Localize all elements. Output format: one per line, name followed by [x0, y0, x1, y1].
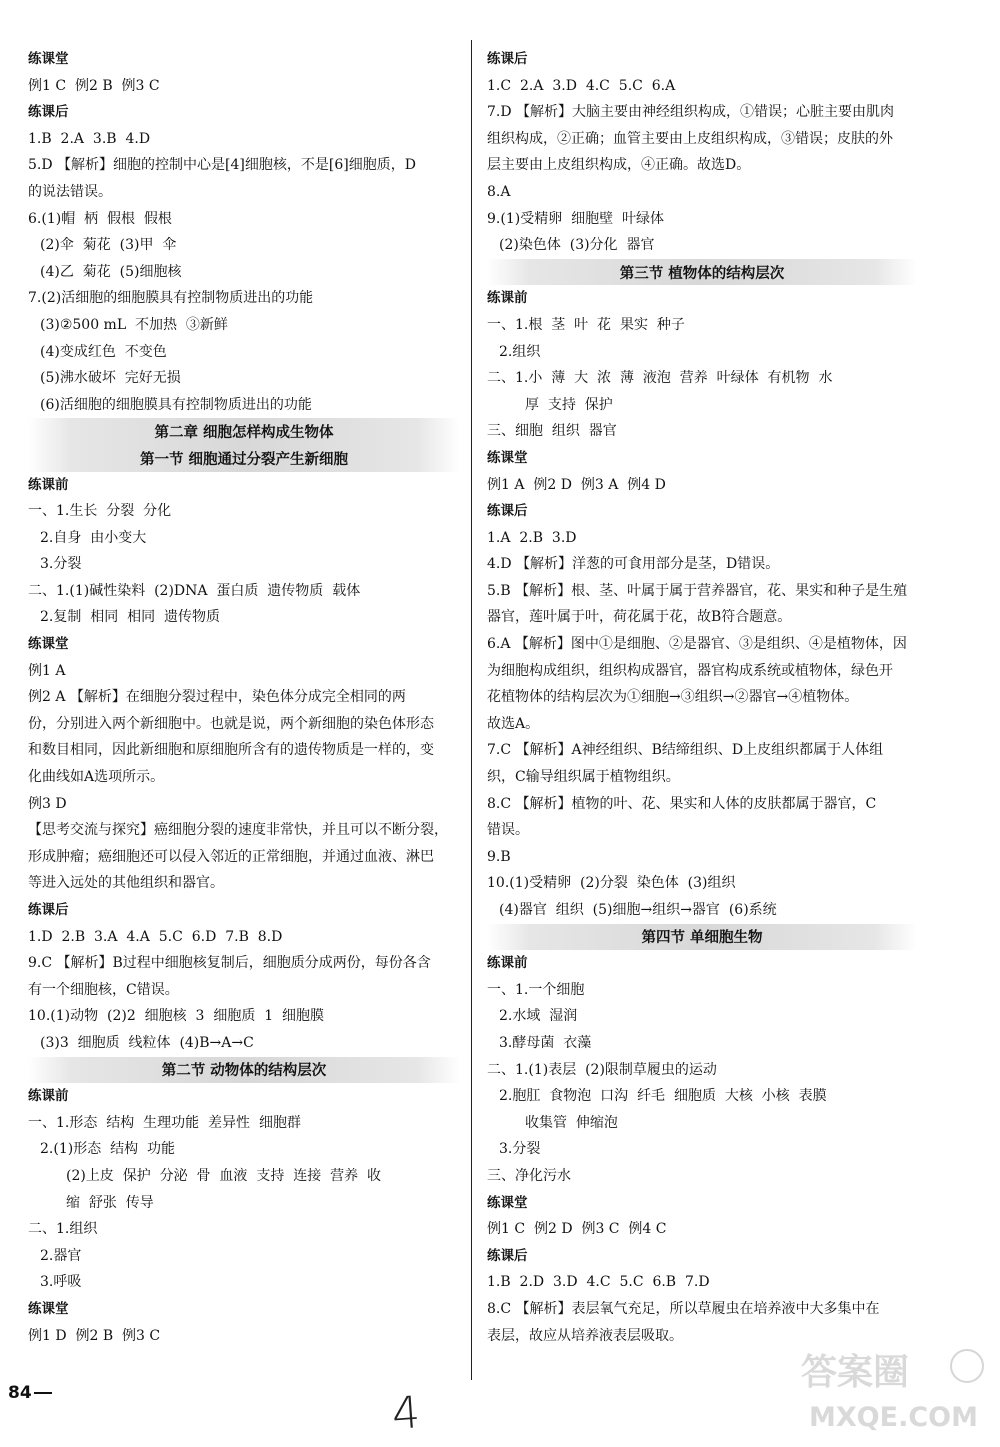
answer-line: 10.(1)受精卵 (2)分裂 染色体 (3)组织	[487, 875, 736, 892]
answer-line: (4)变成红色 不变色	[40, 343, 167, 360]
answer-line: (2)染色体 (3)分化 器官	[499, 237, 655, 254]
answer-line: 等进入远处的其他组织和器官。	[28, 875, 224, 892]
answer-line: 2.水域 湿润	[499, 1008, 578, 1025]
column-divider	[471, 40, 472, 1380]
answer-line: 2.器官	[40, 1247, 82, 1264]
answer-line: 例1 C 例2 B 例3 C	[28, 77, 160, 94]
answer-line: 一、1.形态 结构 生理功能 差异性 细胞群	[28, 1114, 301, 1131]
answer-line: 1.C 2.A 3.D 4.C 5.C 6.A	[487, 77, 676, 94]
answer-line: 7.D 【解析】大脑主要由神经组织构成，①错误；心脏主要由肌肉	[487, 104, 895, 121]
answer-line: 9.C 【解析】B过程中细胞核复制后，细胞质分成两份，每份各含	[28, 955, 431, 972]
section-label: 练课堂	[487, 449, 528, 466]
answer-line: 例1 A 例2 D 例3 A 例4 D	[487, 476, 666, 493]
handwritten-mark: 4	[390, 1387, 422, 1440]
answer-line: 一、1.根 茎 叶 花 果实 种子	[487, 316, 685, 333]
section-banner: 第二章 细胞怎样构成生物体	[28, 418, 460, 445]
answer-line: 二、1.组织	[28, 1221, 98, 1238]
answer-line: 3.呼吸	[40, 1274, 82, 1291]
answer-line: 3.分裂	[40, 556, 82, 573]
answer-line: 组织构成，②正确；血管主要由上皮组织构成，③错误；皮肤的外	[487, 130, 893, 147]
answer-line: 2.(1)形态 结构 功能	[40, 1141, 175, 1158]
answer-line: 层主要由上皮组织构成，④正确。故选D。	[487, 157, 751, 174]
section-label: 练课堂	[28, 1300, 69, 1317]
answer-line: 【思考交流与探究】癌细胞分裂的速度非常快，并且可以不断分裂，	[28, 822, 448, 839]
answer-line: 为细胞构成组织，组织构成器官，器官构成系统或植物体，绿色开	[487, 662, 893, 679]
answer-line: 例1 A	[28, 662, 66, 679]
answer-line: 花植物体的结构层次为①细胞→③组织→②器官→④植物体。	[487, 689, 859, 706]
answer-line: 6.(1)帽 柄 假根 假根	[28, 210, 172, 227]
answer-line: 5.D 【解析】细胞的控制中心是[4]细胞核，不是[6]细胞质，D	[28, 157, 416, 174]
answer-line: (4)器官 组织 (5)细胞→组织→器官 (6)系统	[499, 902, 777, 918]
right-column	[487, 46, 917, 1349]
answer-line: (4)乙 菊花 (5)细胞核	[40, 263, 182, 280]
answer-line: 3.分裂	[499, 1141, 541, 1158]
answer-line: 二、1.小 薄 大 浓 薄 液泡 营养 叶绿体 有机物 水	[487, 370, 833, 387]
answer-line: 例2 A 【解析】在细胞分裂过程中，染色体分成完全相同的两	[28, 689, 406, 706]
section-label: 练课堂	[28, 51, 69, 67]
page-number: 84	[8, 1383, 52, 1403]
answer-line: 化曲线如A选项所示。	[28, 769, 165, 786]
section-label: 练课后	[487, 51, 528, 67]
answer-line: (3)②500 mL 不加热 ③新鲜	[40, 316, 228, 333]
section-label: 练课后	[487, 1247, 528, 1264]
answer-line: 10.(1)动物 (2)2 细胞核 3 细胞质 1 细胞膜	[28, 1008, 325, 1025]
answer-line: 一、1.生长 分裂 分化	[28, 503, 172, 520]
answer-line: 和数目相同，因此新细胞和原细胞所含有的遗传物质是一样的，变	[28, 742, 434, 759]
answer-line: 有一个细胞核，C错误。	[28, 981, 179, 998]
answer-line: 4.D 【解析】洋葱的可食用部分是茎，D错误。	[487, 556, 780, 573]
answer-line: 表层，故应从培养液表层吸取。	[487, 1327, 683, 1344]
answer-line: 2.胞肛 食物泡 口沟 纤毛 细胞质 大核 小核 表膜	[499, 1088, 827, 1105]
answer-line: 份，分别进入两个新细胞中。也就是说，两个新细胞的染色体形态	[28, 715, 434, 732]
answer-line: 9.B	[487, 848, 511, 865]
answer-line: 形成肿瘤；癌细胞还可以侵入邻近的正常细胞，并通过血液、淋巴	[28, 848, 434, 865]
answer-line: 故选A。	[487, 715, 540, 732]
answer-line: 器官，莲叶属于叶，荷花属于花，故B符合题意。	[487, 609, 792, 626]
answer-line: 例1 D 例2 B 例3 C	[28, 1327, 161, 1344]
answer-line: 厚 支持 保护	[525, 396, 613, 413]
answer-line: (2)伞 菊花 (3)甲 伞	[40, 237, 177, 254]
section-banner: 第二节 动物体的结构层次	[28, 1057, 460, 1084]
left-column	[28, 46, 460, 1349]
watermark-bottom: MXQE.COM	[809, 1402, 978, 1433]
watermark-logo	[795, 1338, 985, 1438]
section-label: 练课后	[28, 104, 69, 121]
answer-line: (6)活细胞的细胞膜具有控制物质进出的功能	[40, 396, 312, 413]
section-label: 练课堂	[28, 636, 69, 653]
section-label: 练课前	[28, 1088, 69, 1105]
answer-line: 缩 舒张 传导	[66, 1194, 154, 1211]
answer-line: 收集管 伸缩泡	[525, 1114, 618, 1131]
answer-line: 8.A	[487, 183, 511, 200]
answer-line: 3.酵母菌 衣藻	[499, 1034, 592, 1051]
section-banner: 第一节 细胞通过分裂产生新细胞	[28, 445, 460, 472]
answer-line: (5)沸水破坏 完好无损	[40, 370, 181, 387]
section-banner: 第三节 植物体的结构层次	[487, 259, 917, 286]
answer-line: 1.A 2.B 3.D	[487, 529, 577, 546]
answer-line: (3)3 细胞质 线粒体 (4)B→A→C	[40, 1034, 254, 1051]
section-label: 练课堂	[487, 1194, 528, 1211]
answer-line: 1.B 2.A 3.B 4.D	[28, 130, 151, 147]
answer-line: 6.A 【解析】图中①是细胞、②是器官、③是组织、④是植物体，因	[487, 636, 907, 653]
section-label: 练课后	[28, 902, 69, 918]
answer-line: 错误。	[487, 822, 529, 839]
answer-line: 2.复制 相同 相同 遗传物质	[40, 609, 221, 626]
answer-line: 例1 C 例2 D 例3 C 例4 C	[487, 1221, 667, 1238]
watermark-top: 答案圈	[801, 1352, 910, 1393]
section-label: 练课后	[487, 503, 528, 520]
answer-line: 二、1.(1)碱性染料 (2)DNA 蛋白质 遗传物质 载体	[28, 582, 361, 599]
answer-line: 例3 D	[28, 795, 67, 812]
answer-line: 8.C 【解析】表层氧气充足，所以草履虫在培养液中大多集中在	[487, 1300, 880, 1317]
answer-line: 5.B 【解析】根、茎、叶属于属于营养器官，花、果实和种子是生殖	[487, 582, 908, 599]
answer-line: 2.组织	[499, 343, 541, 360]
answer-line: 2.自身 由小变大	[40, 529, 147, 546]
section-label: 练课前	[487, 290, 528, 307]
section-label: 练课前	[28, 476, 69, 493]
answer-line: 三、净化污水	[487, 1167, 571, 1184]
answer-line: 一、1.一个细胞	[487, 981, 585, 998]
answer-line: 7.C 【解析】A神经组织、B结缔组织、D上皮组织都属于人体组	[487, 742, 884, 759]
answer-line: 二、1.(1)表层 (2)限制草履虫的运动	[487, 1061, 717, 1078]
section-label: 练课前	[487, 955, 528, 972]
answer-line: 1.D 2.B 3.A 4.A 5.C 6.D 7.B 8.D	[28, 928, 283, 945]
answer-line: 三、细胞 组织 器官	[487, 423, 617, 440]
answer-line: 9.(1)受精卵 细胞壁 叶绿体	[487, 210, 664, 227]
section-banner: 第四节 单细胞生物	[487, 924, 917, 951]
answer-line: (2)上皮 保护 分泌 骨 血液 支持 连接 营养 收	[66, 1167, 382, 1184]
answer-line: 的说法错误。	[28, 183, 112, 200]
answer-line: 织，C输导组织属于植物组织。	[487, 769, 680, 786]
answer-line: 7.(2)活细胞的细胞膜具有控制物质进出的功能	[28, 290, 314, 307]
answer-line: 8.C 【解析】植物的叶、花、果实和人体的皮肤都属于器官，C	[487, 795, 877, 812]
answer-line: 1.B 2.D 3.D 4.C 5.C 6.B 7.D	[487, 1274, 710, 1291]
